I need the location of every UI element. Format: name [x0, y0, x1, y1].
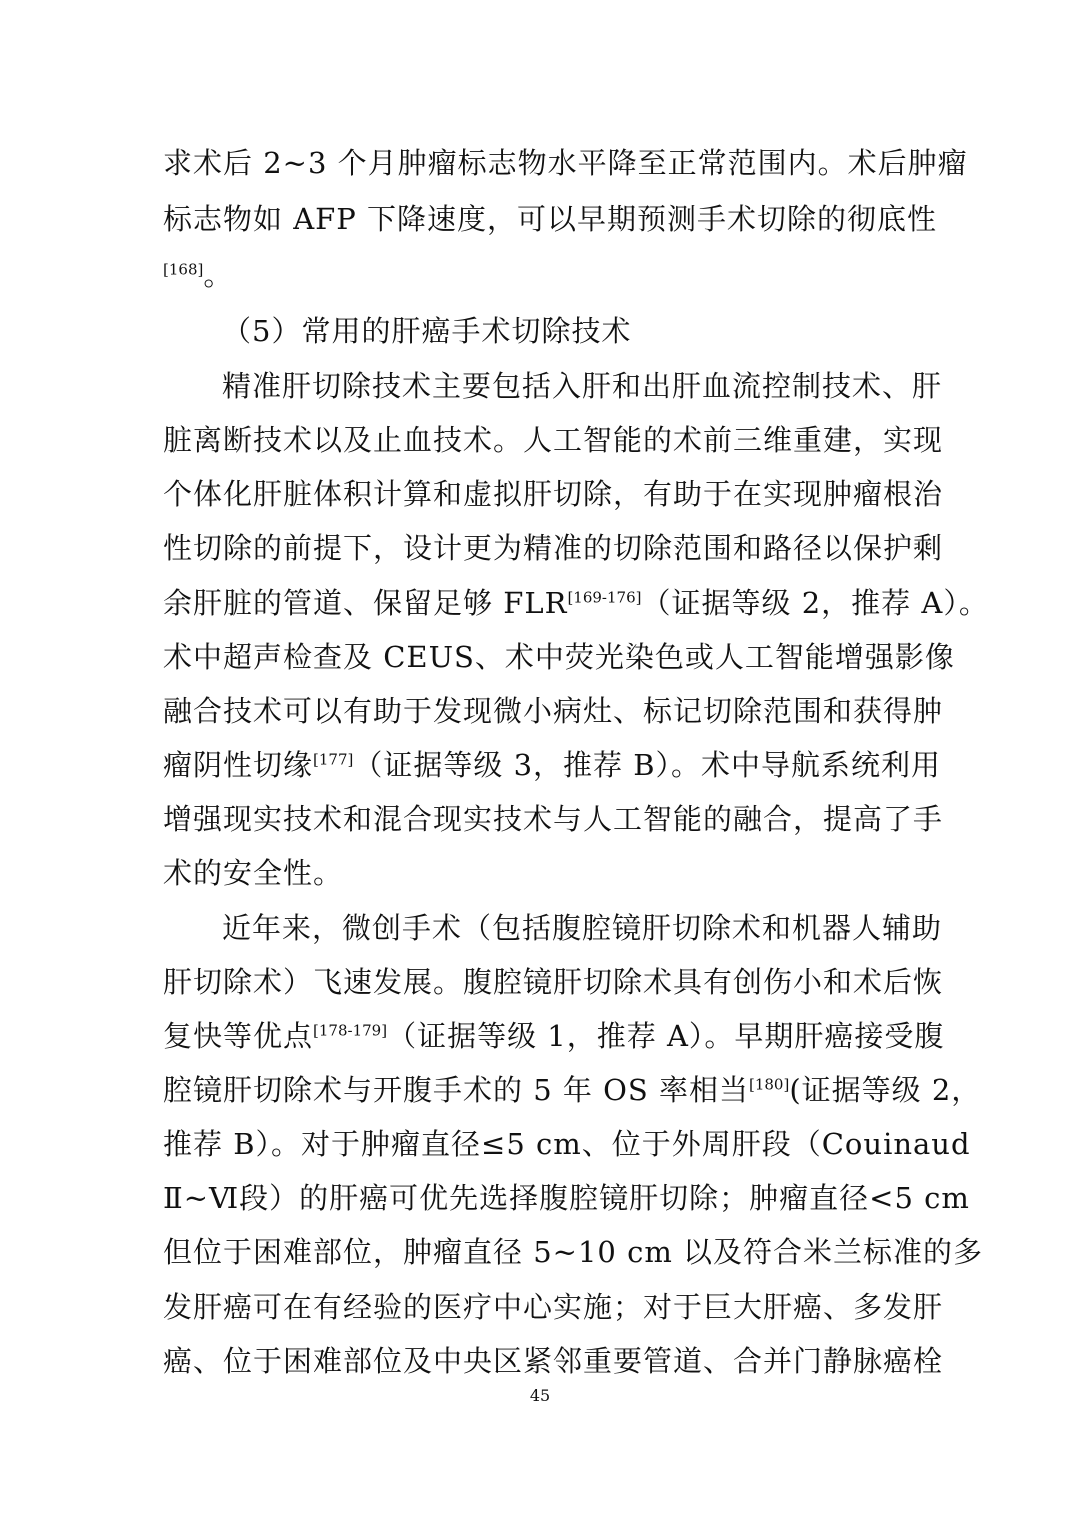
- text-line: 近年来，微创手术（包括腹腔镜肝切除术和机器人辅助: [222, 911, 943, 945]
- citation: [168]: [163, 260, 204, 279]
- text-line: 增强现实技术和混合现实技术与人工智能的融合，提高了手: [163, 802, 944, 836]
- text-line: 术的安全性。: [163, 856, 344, 890]
- citation: [177]: [313, 750, 354, 769]
- text-line: 肝切除术）飞速发展。腹腔镜肝切除术具有创伤小和术后恢: [163, 965, 944, 999]
- text-line: 脏离断技术以及止血技术。人工智能的术前三维重建，实现: [163, 423, 944, 457]
- section-heading: （5）常用的肝癌手术切除技术: [222, 314, 632, 348]
- text-line: 推荐 B）。对于肿瘤直径≤5 cm、位于外周肝段（Couinaud: [163, 1127, 971, 1161]
- text-line: 瘤阴性切缘[177]（证据等级 3，推荐 B）。术中导航系统利用: [163, 748, 942, 782]
- text-line: 癌、位于困难部位及中央区紧邻重要管道、合并门静脉癌栓: [163, 1344, 944, 1378]
- text-line: 复快等优点[178-179]（证据等级 1，推荐 A）。早期肝癌接受腹: [163, 1019, 945, 1053]
- text-line: 求术后 2~3 个月肿瘤标志物水平降至正常范围内。术后肿瘤: [163, 146, 968, 180]
- text-line: Ⅱ~Ⅵ段）的肝癌可优先选择腹腔镜肝切除；肿瘤直径<5 cm: [163, 1181, 970, 1215]
- citation: [169-176]: [567, 588, 642, 607]
- text-line: 术中超声检查及 CEUS、术中荧光染色或人工智能增强影像: [163, 640, 955, 674]
- text-line: 精准肝切除技术主要包括入肝和出肝血流控制技术、肝: [222, 369, 943, 403]
- text-line: 个体化肝脏体积计算和虚拟肝切除，有助于在实现肿瘤根治: [163, 477, 944, 511]
- text-line: 腔镜肝切除术与开腹手术的 5 年 OS 率相当[180](证据等级 2，: [163, 1073, 982, 1107]
- text-line: 余肝脏的管道、保留足够 FLR[169-176]（证据等级 2，推荐 A）。: [163, 586, 989, 620]
- citation: [180]: [748, 1075, 790, 1094]
- text-line: 发肝癌可在有经验的医疗中心实施；对于巨大肝癌、多发肝: [163, 1290, 944, 1324]
- text-line: 标志物如 AFP 下降速度，可以早期预测手术切除的彻底性: [163, 202, 938, 236]
- text-line: 性切除的前提下，设计更为精准的切除范围和路径以保护剩: [163, 531, 944, 565]
- text-line: 但位于困难部位，肿瘤直径 5~10 cm 以及符合米兰标准的多: [163, 1235, 984, 1269]
- text-line: 融合技术可以有助于发现微小病灶、标记切除范围和获得肿: [163, 694, 944, 728]
- citation: [178-179]: [313, 1021, 388, 1040]
- text-line: [168]。: [163, 258, 234, 292]
- page-number: 45: [529, 1386, 551, 1405]
